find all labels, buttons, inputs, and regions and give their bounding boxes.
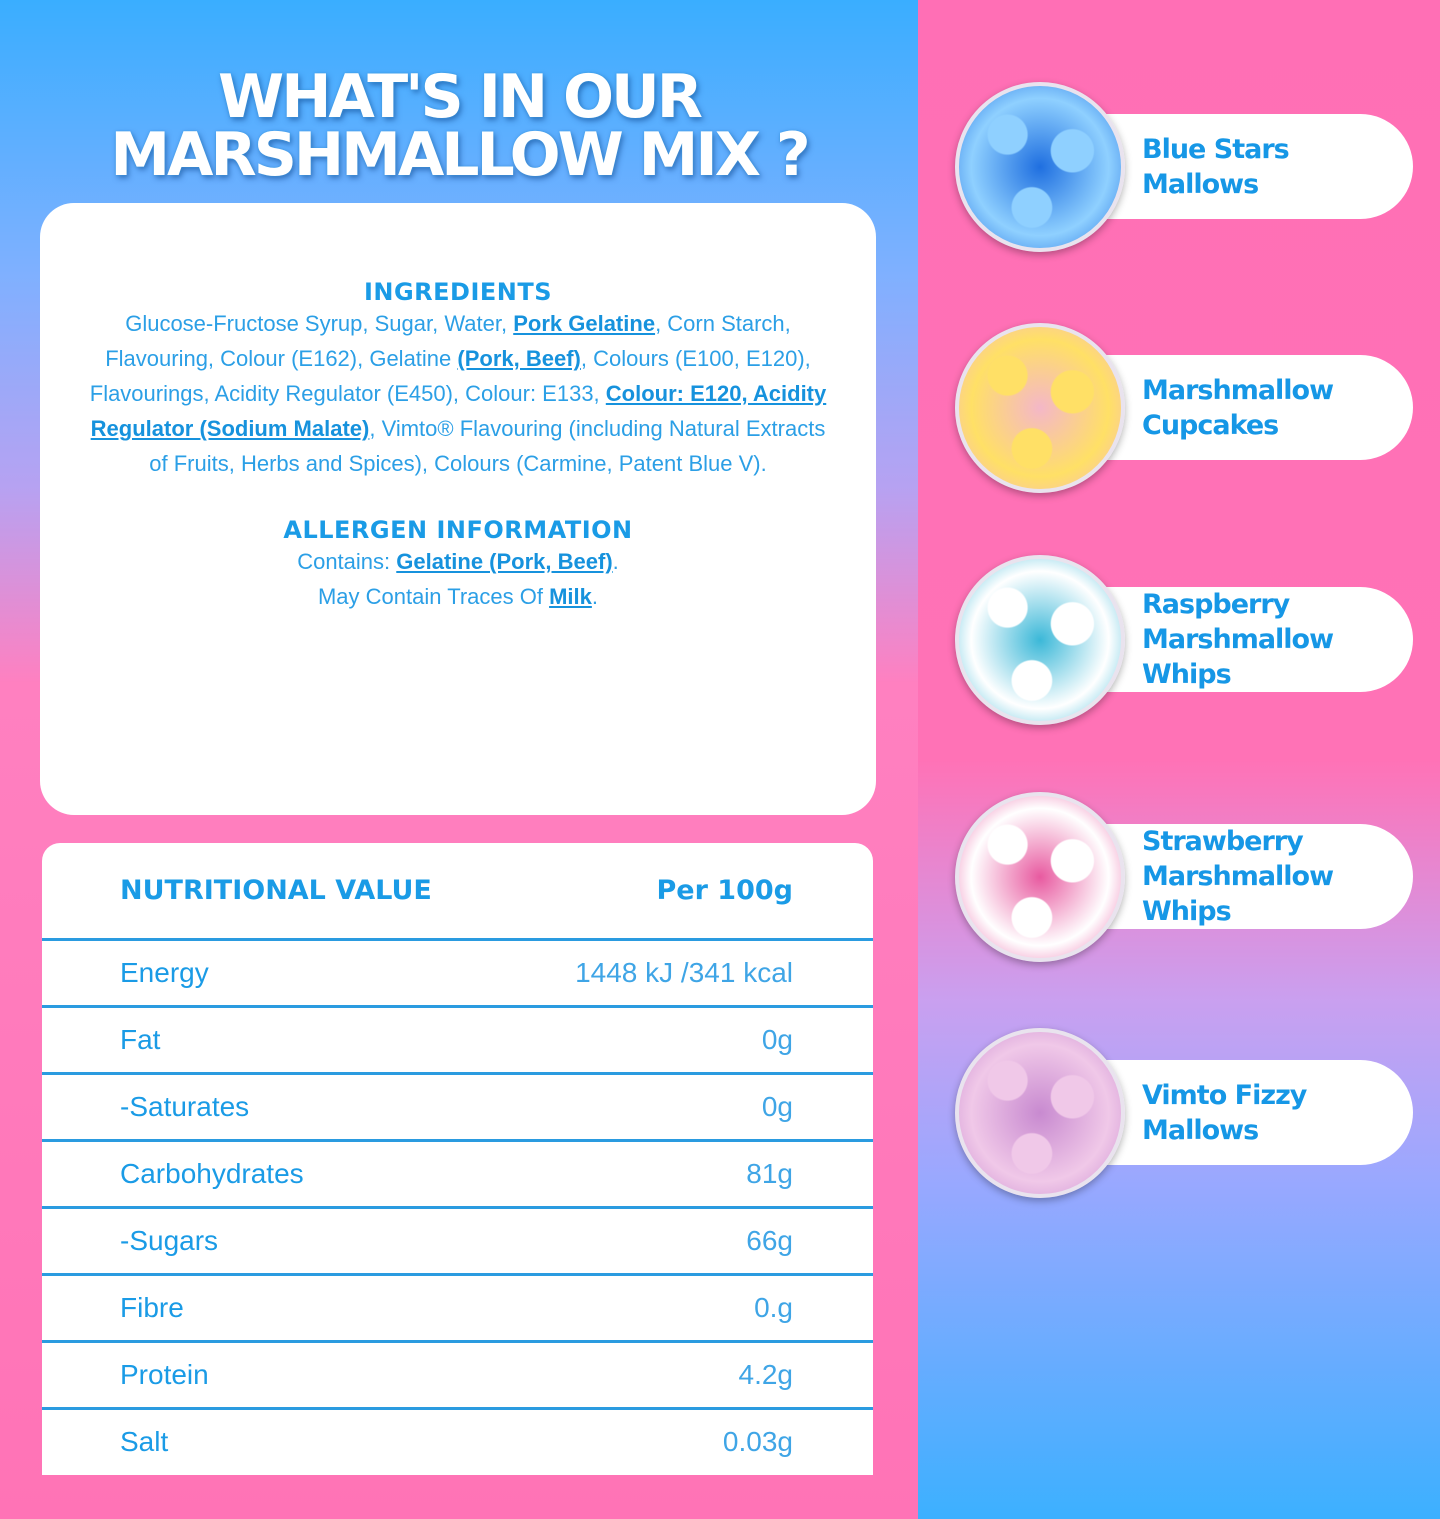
may-label: May Contain Traces Of: [317, 584, 550, 609]
nutrient-value: 66g: [746, 1225, 793, 1256]
product-item: [955, 555, 1415, 725]
ingredient-text: Glucose-Fructose Syrup, Sugar, Water,: [125, 311, 514, 336]
product-image: [955, 82, 1125, 252]
title-line-1: WHAT'S IN OUR: [218, 62, 700, 132]
product-item: [955, 792, 1415, 962]
allergen-contains: [40, 544, 876, 579]
nutrient-value: 0g: [761, 1091, 793, 1122]
product-image: [955, 555, 1125, 725]
product-image: [955, 323, 1125, 493]
ingredient-highlight: Colour: E120, Acidity Regulator (Sodium Malate): [90, 381, 827, 441]
table-row: [42, 1139, 873, 1206]
nutrient-value: 0.g: [754, 1292, 793, 1323]
nutrition-table: [42, 843, 873, 1475]
nutrient-label: Carbohydrates: [120, 1158, 304, 1189]
table-row: [42, 1340, 873, 1407]
nutrient-label: Energy: [120, 957, 209, 988]
table-row: [42, 1273, 873, 1340]
product-item: [955, 1028, 1415, 1198]
ingredients-card: [40, 203, 876, 815]
product-name: Blue Stars Mallows: [1142, 133, 1289, 200]
product-name: Strawberry Marshmallow Whips: [1142, 826, 1334, 927]
nutrient-label: Fibre: [120, 1292, 184, 1323]
page-title: [0, 62, 918, 190]
ingredient-text: , Corn Starch, Flavouring, Colour (E162), Gelatine: [105, 311, 791, 371]
ingredient-text: , Vimto® Flavouring (including Natural Extracts of Fruits, Herbs and Spices), Colours (Carmine, Patent Blue V).: [149, 416, 826, 476]
product-item: [955, 323, 1415, 493]
nutrient-label: -Sugars: [120, 1225, 219, 1256]
table-row: [42, 1206, 873, 1273]
allergen-may-contain: [40, 579, 876, 614]
ingredients-text: [40, 306, 876, 481]
may-end: .: [591, 584, 598, 609]
nutrient-value: 1448 kJ /341 kcal: [575, 957, 793, 988]
table-row: [42, 1072, 873, 1139]
ingredients-heading: INGREDIENTS: [363, 278, 553, 306]
nutrition-per-label: Per 100g: [656, 875, 793, 906]
may-value: Milk: [549, 584, 592, 609]
nutrient-value: 0g: [761, 1024, 793, 1055]
product-item: [955, 82, 1415, 252]
nutrition-header-label: NUTRITIONAL VALUE: [120, 875, 432, 906]
table-row: [42, 1407, 873, 1474]
title-line-2: MARSHMALLOW MIX ?: [110, 120, 808, 190]
contains-label: Contains:: [297, 549, 397, 574]
table-row: [42, 938, 873, 1005]
product-name: Vimto Fizzy Mallows: [1142, 1079, 1307, 1146]
nutrient-label: Salt: [120, 1426, 169, 1457]
ingredient-text: , Colours (E100, E120), Flavourings, Acidity Regulator (E450), Colour: E133,: [89, 346, 811, 406]
contains-end: .: [612, 549, 619, 574]
nutrient-value: 4.2g: [738, 1359, 793, 1390]
ingredient-highlight: (Pork, Beef): [457, 346, 581, 371]
nutrient-label: Fat: [120, 1024, 161, 1055]
allergen-heading: ALLERGEN INFORMATION: [283, 516, 633, 544]
nutrient-label: Protein: [120, 1359, 209, 1390]
product-image: [955, 792, 1125, 962]
nutrient-value: 0.03g: [722, 1426, 793, 1457]
ingredient-highlight: Pork Gelatine: [513, 311, 656, 336]
nutrient-label: -Saturates: [120, 1091, 250, 1122]
product-name: Raspberry Marshmallow Whips: [1142, 589, 1334, 690]
contains-value: Gelatine (Pork, Beef): [396, 549, 613, 574]
nutrient-value: 81g: [746, 1158, 793, 1189]
product-image: [955, 1028, 1125, 1198]
product-name: Marshmallow Cupcakes: [1142, 374, 1334, 441]
table-row: [42, 1005, 873, 1072]
nutrition-header: [42, 843, 873, 938]
